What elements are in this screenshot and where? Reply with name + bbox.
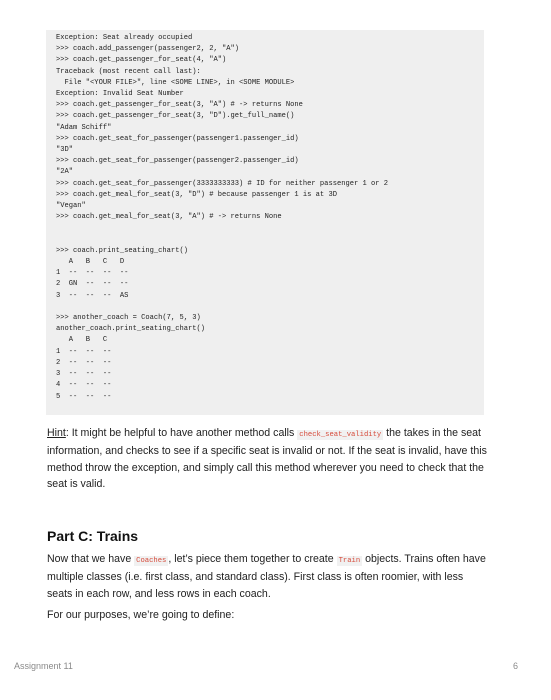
hint-label: Hint xyxy=(47,427,66,439)
code-example-block xyxy=(46,30,484,415)
hint-text-before: : It might be helpful to have another method calls xyxy=(65,427,298,439)
section-heading: Part C: Trains xyxy=(47,528,139,544)
code-example-text: Exception: Seat already occupied >>> coach.add_passenger(passenger2, 2, "A") >>> coach.get_passenger_for_seat(4, "A") Traceback (most recent call last): File "<YOUR FILE>", line <SOME LINE>, in <SOME MODULE> Exception: Invalid Seat Number >>> coach.get_passenger_for_seat(3, "A") # -> returns None >>> coach.get_passenger_for_seat(3, "D").get_full_name() "Adam Schiff" >>> coach.get_seat_for_passenger(passenger1.passenger_id) "3D" >>> coach.get_seat_for_passenger(passenger2.passenger_id) "2A" >>> coach.get_seat_for_passenger(3333333333) # ID for neither passenger 1 or 2 >>> coach.get_meal_for_seat(3, "D") # because passenger 1 is at 3D "Vegan" >>> coach.get_meal_for_seat(3, "A") # -> returns None >>> coach.print_seating_chart() A B C D 1 -- -- -- -- 2 GN -- -- -- 3 -- -- -- AS >>> another_coach = Coach(7, 5, 3) another_coach.print_seating_chart() A B C 1 -- -- -- 2 -- -- -- 3 -- -- -- 4 -- -- -- 5 -- -- -- xyxy=(56,34,389,401)
coaches-code: Coaches xyxy=(136,557,167,565)
intro-text-3: objects. Trains often have multiple classes (i.e. first class, and standard class). First class is often roomier, with less seats in each row, and less rows in each coach. xyxy=(47,553,486,600)
train-code: Train xyxy=(338,557,361,565)
intro-text-1: Now that we have xyxy=(47,553,135,565)
purposes-paragraph: For our purposes, we’re going to define: xyxy=(47,609,235,621)
intro-text-2: , let’s piece them together to create xyxy=(168,553,337,565)
page-number: 6 xyxy=(512,661,518,671)
intro-paragraph xyxy=(47,551,487,602)
hint-paragraph xyxy=(47,425,487,493)
hint-text-after: the takes in the seat information, and checks to see if a specific seat is invalid or not. If the seat is invalid, have this method throw the exception, and simply call this method wherever you need to check that the seat is valid. xyxy=(47,427,487,491)
footer-title: Assignment 11 xyxy=(14,661,73,671)
check-seat-validity-code: check_seat_validity xyxy=(299,431,382,439)
